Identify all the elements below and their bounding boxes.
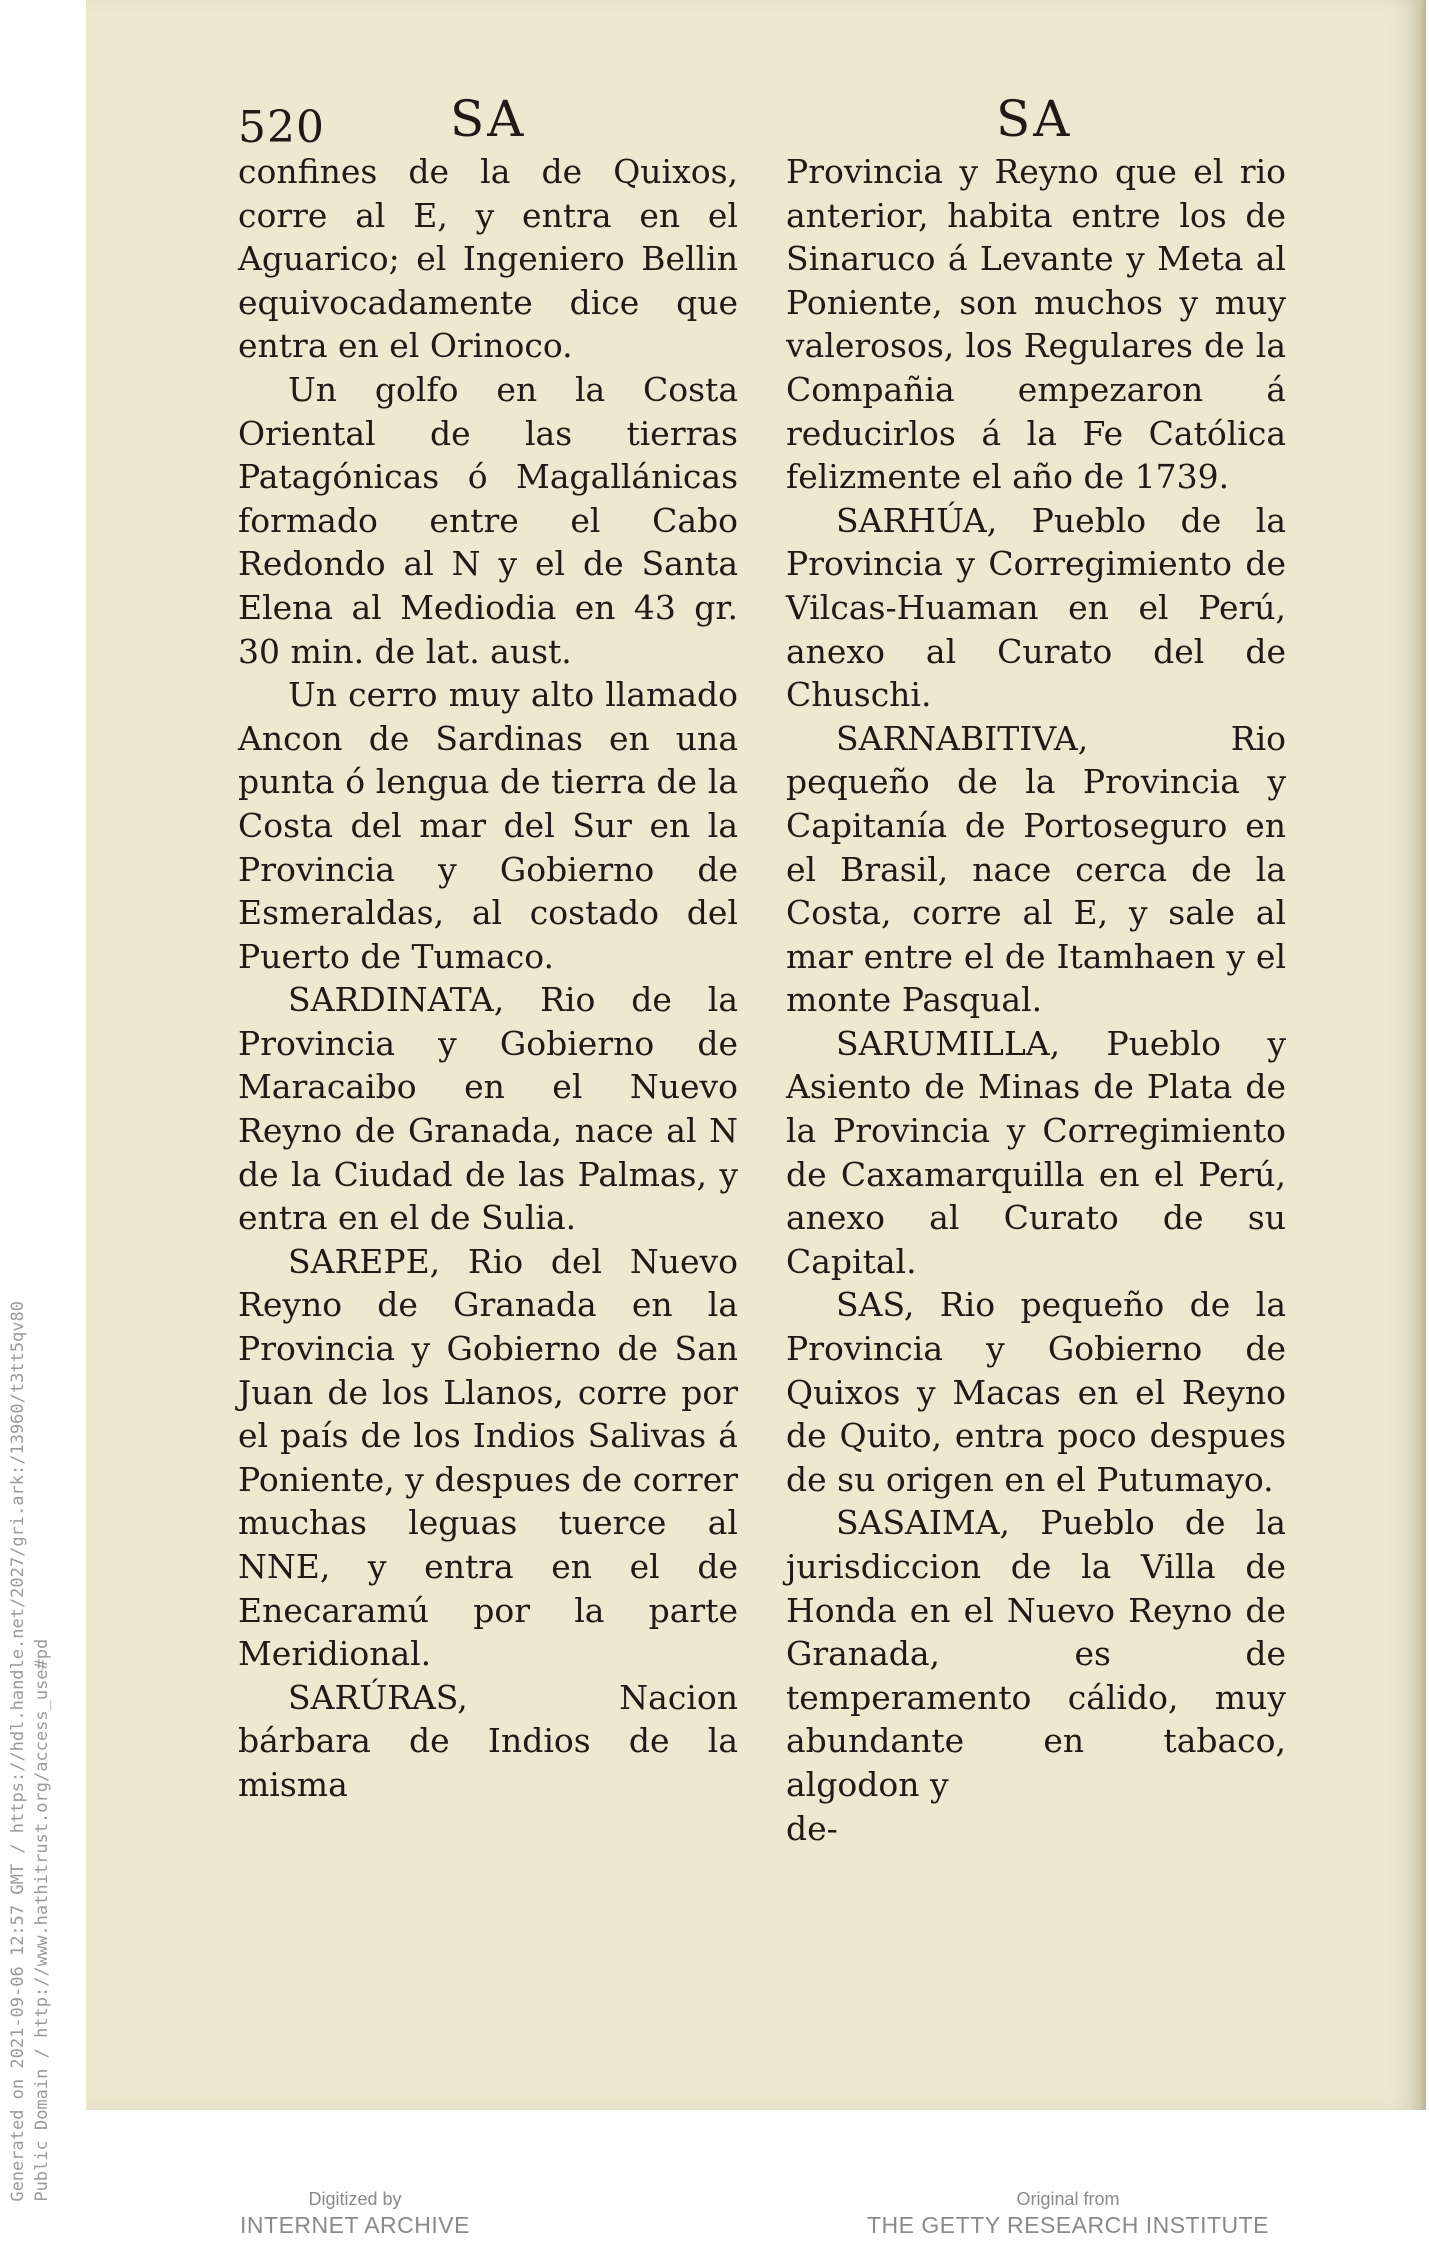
hathitrust-watermark xyxy=(0,0,86,2242)
paragraph: Un golfo en la Costa Oriental de las tierras Patagónicas ó Magallánicas formado entre el Cabo Redondo al N y el de Santa Elena al Mediodia en 43 gr. 30 min. de lat. aust. xyxy=(238,369,738,671)
watermark-line-1: Generated on 2021-09-06 12:57 GMT / https://hdl.handle.net/2027/gri.ark:/13960/t3tt5qv80 xyxy=(8,1301,28,2202)
watermark-line-2: Public Domain / http://www.hathitrust.org/access_use#pd xyxy=(32,1639,52,2202)
paragraph: Provincia y Reyno que el rio anterior, habita entre los de Sinaruco á Levante y Meta al Poniente, son muchos y muy valerosos, los Regulares de la Compañia empezaron á reducirlos á la Fe Católica felizmente el año de 1739. xyxy=(786,152,1286,497)
original-from-credit xyxy=(818,2188,1318,2240)
page-number: 520 xyxy=(238,102,325,153)
right-column xyxy=(786,150,1286,1850)
internet-archive-label: INTERNET ARCHIVE xyxy=(240,2212,470,2238)
entry-saruras: SARÚRAS, Nacion bárbara de Indios de la misma xyxy=(238,1677,738,1804)
running-header xyxy=(86,90,1426,153)
entry-sardinata: SARDINATA, Rio de la Provincia y Gobierno de Maracaibo en el Nuevo Reyno de Granada, nace al N de la Ciudad de las Palmas, y entra en el de Sulia. xyxy=(238,980,738,1238)
paragraph: Un cerro muy alto llamado Ancon de Sardinas en una punta ó lengua de tierra de la Costa del mar del Sur en la Provincia y Gobierno de Esmeraldas, al costado del Puerto de Tumaco. xyxy=(238,675,738,976)
catchword: de- xyxy=(786,1808,838,1848)
digitized-by-credit xyxy=(105,2188,605,2240)
digitized-by-label: Digitized by xyxy=(308,2189,402,2209)
original-from-label: Original from xyxy=(1016,2189,1120,2209)
right-running-head: SA xyxy=(996,90,1073,148)
entry-sarhua: SARHÚA, Pueblo de la Provincia y Corregimiento de Vilcas-Huaman en el Perú, anexo al Curato del de Chuschi. xyxy=(786,500,1286,715)
entry-sasaima: SASAIMA, Pueblo de la jurisdiccion de la Villa de Honda en el Nuevo Reyno de Granada, es de temperamento cálido, muy abundante en tabaco, algodon y xyxy=(786,1503,1286,1804)
left-column xyxy=(238,150,738,1807)
left-running-head: SA xyxy=(450,90,527,148)
watermark-text xyxy=(6,1301,54,2202)
entry-sarnabitiva: SARNABITIVA, Rio pequeño de la Provincia y Capitanía de Portoseguro en el Brasil, nace cerca de la Costa, corre al E, y sale al mar entre el de Itamhaen y el monte Pasqual. xyxy=(786,718,1286,1020)
page-edge-shadow xyxy=(1418,0,1426,2110)
getty-institute-label: THE GETTY RESEARCH INSTITUTE xyxy=(866,2212,1270,2238)
entry-sarepe: SAREPE, Rio del Nuevo Reyno de Granada en la Provincia y Gobierno de San Juan de los Llanos, corre por el país de los Indios Salivas á Poniente, y despues de correr muchas leguas tuerce al NNE, y entra en el de Enecaramú por la parte Meridional. xyxy=(238,1241,738,1674)
paragraph: confines de la de Quixos, corre al E, y entra en el Aguarico; el Ingeniero Bellin equivocadamente dice que entra en el Orinoco. xyxy=(238,152,738,366)
entry-sas: SAS, Rio pequeño de la Provincia y Gobierno de Quixos y Macas en el Reyno de Quito, entra poco despues de su origen en el Putumayo. xyxy=(786,1285,1286,1499)
entry-sarumilla: SARUMILLA, Pueblo y Asiento de Minas de Plata de la Provincia y Corregimiento de Caxamarquilla en el Perú, anexo al Curato de su Capital. xyxy=(786,1023,1286,1281)
scanned-page xyxy=(86,0,1426,2110)
